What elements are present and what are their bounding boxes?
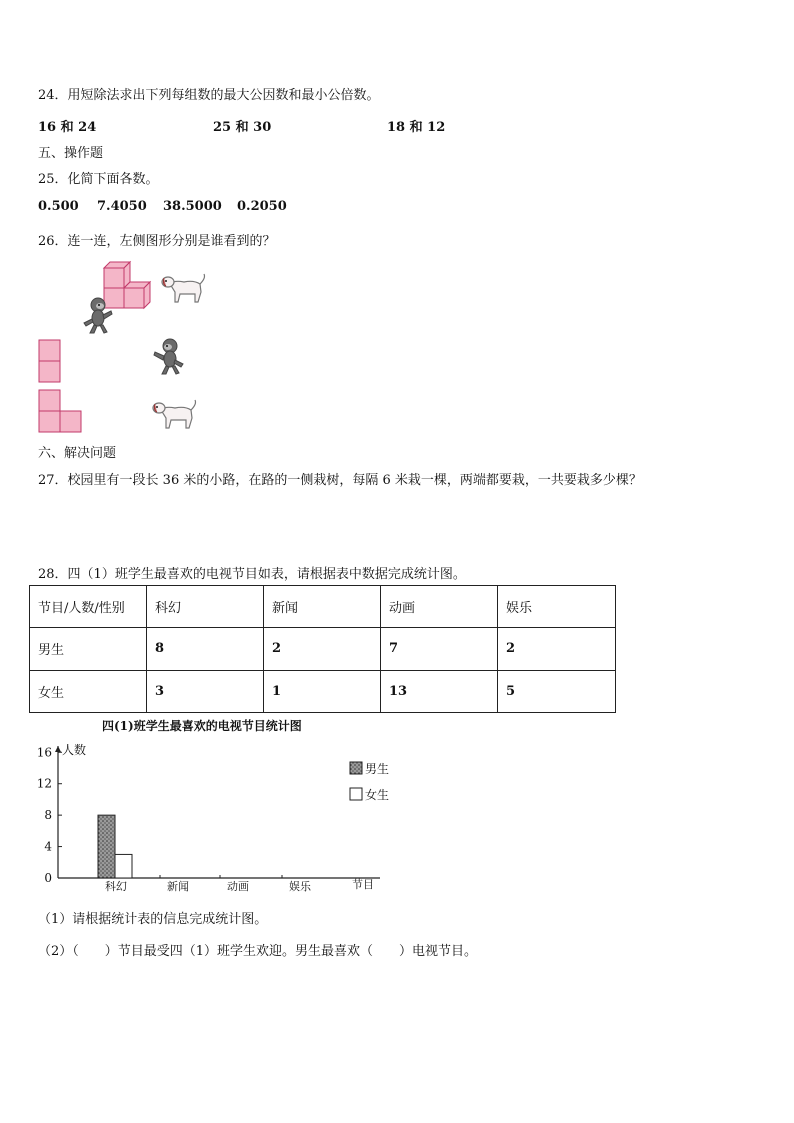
q24-group-1: 16 和 24 [38, 120, 97, 135]
chart-marks [98, 815, 132, 878]
section-five-heading: 五、操作题 [38, 146, 104, 161]
y-axis-arrow [55, 746, 61, 752]
view-shape-l [38, 389, 84, 433]
y-tick-label: 0 [44, 871, 52, 885]
legend-swatch-girls [350, 788, 362, 800]
table-header: 新闻 [264, 586, 381, 628]
q25-number-1: 0.500 [38, 199, 79, 214]
q27-text: 27．校园里有一段长 36 米的小路，在路的一侧栽树，每隔 6 米栽一棵，两端都要栽，一共要栽多少棵？ [38, 473, 642, 488]
table-cell: 女生 [30, 670, 147, 712]
table-cell: 8 [147, 628, 264, 670]
monkey-icon [78, 297, 114, 335]
y-tick-label: 8 [44, 808, 52, 823]
view-shape-stacked [38, 339, 62, 383]
q28-text: 28．四（1）班学生最喜欢的电视节目如表，请根据表中数据完成统计图。 [38, 567, 466, 582]
x-tick-label: 动画 [227, 880, 249, 893]
table-header: 科幻 [147, 586, 264, 628]
table-row [30, 670, 616, 712]
table-cell: 13 [381, 670, 498, 712]
bar-boys-0 [98, 815, 115, 878]
bar-girls-0 [115, 854, 132, 878]
table-cell: 5 [498, 670, 616, 712]
chart-title: 四(1)班学生最喜欢的电视节目统计图 [102, 719, 302, 733]
q25-number-3: 38.5000 [163, 199, 222, 214]
q24-group-3: 18 和 12 [387, 120, 446, 135]
legend-swatch-boys [350, 762, 362, 774]
table-header: 动画 [381, 586, 498, 628]
table-cell: 7 [381, 628, 498, 670]
chart-axes [37, 745, 380, 893]
x-tick-label: 科幻 [105, 880, 127, 893]
y-tick-label: 4 [44, 839, 52, 854]
q25-number-2: 7.4050 [97, 199, 147, 214]
legend-label-boys: 男生 [365, 762, 390, 776]
dog-icon [160, 270, 208, 306]
table-header: 娱乐 [498, 586, 616, 628]
section-six-heading: 六、解决问题 [38, 446, 117, 461]
x-tick-label: 娱乐 [289, 880, 311, 893]
table-row [30, 628, 616, 670]
y-tick-label: 12 [36, 776, 52, 791]
table-cell: 3 [147, 670, 264, 712]
dog-icon-2 [151, 396, 199, 432]
chart-legend [350, 761, 389, 802]
x-tick-label: 新闻 [167, 880, 189, 893]
monkey-icon-2 [152, 338, 188, 376]
table-header-row [30, 586, 616, 628]
x-axis-label: 节目 [352, 878, 374, 891]
q26-text: 26．连一连，左侧图形分别是谁看到的？ [38, 234, 276, 249]
tv-program-table [29, 585, 616, 713]
legend-label-girls: 女生 [365, 788, 390, 802]
table-cell: 1 [264, 670, 381, 712]
q25-number-4: 0.2050 [237, 199, 287, 214]
q28-sub1: （1）请根据统计表的信息完成统计图。 [38, 912, 268, 927]
table-cell: 男生 [30, 628, 147, 670]
tv-program-bar-chart [30, 716, 400, 896]
table-cell: 2 [498, 628, 616, 670]
y-tick-label: 16 [36, 745, 52, 760]
q28-sub2: （2）（ ）节目最受四（1）班学生欢迎。男生最喜欢（ ）电视节目。 [38, 944, 478, 959]
q25-text: 25．化简下面各数。 [38, 172, 159, 187]
q24-group-2: 25 和 30 [213, 120, 272, 135]
y-axis-label: 人数 [62, 743, 87, 757]
q24-text: 24．用短除法求出下列每组数的最大公因数和最小公倍数。 [38, 88, 380, 103]
table-header: 节目/人数/性别 [30, 586, 147, 628]
table-cell: 2 [264, 628, 381, 670]
